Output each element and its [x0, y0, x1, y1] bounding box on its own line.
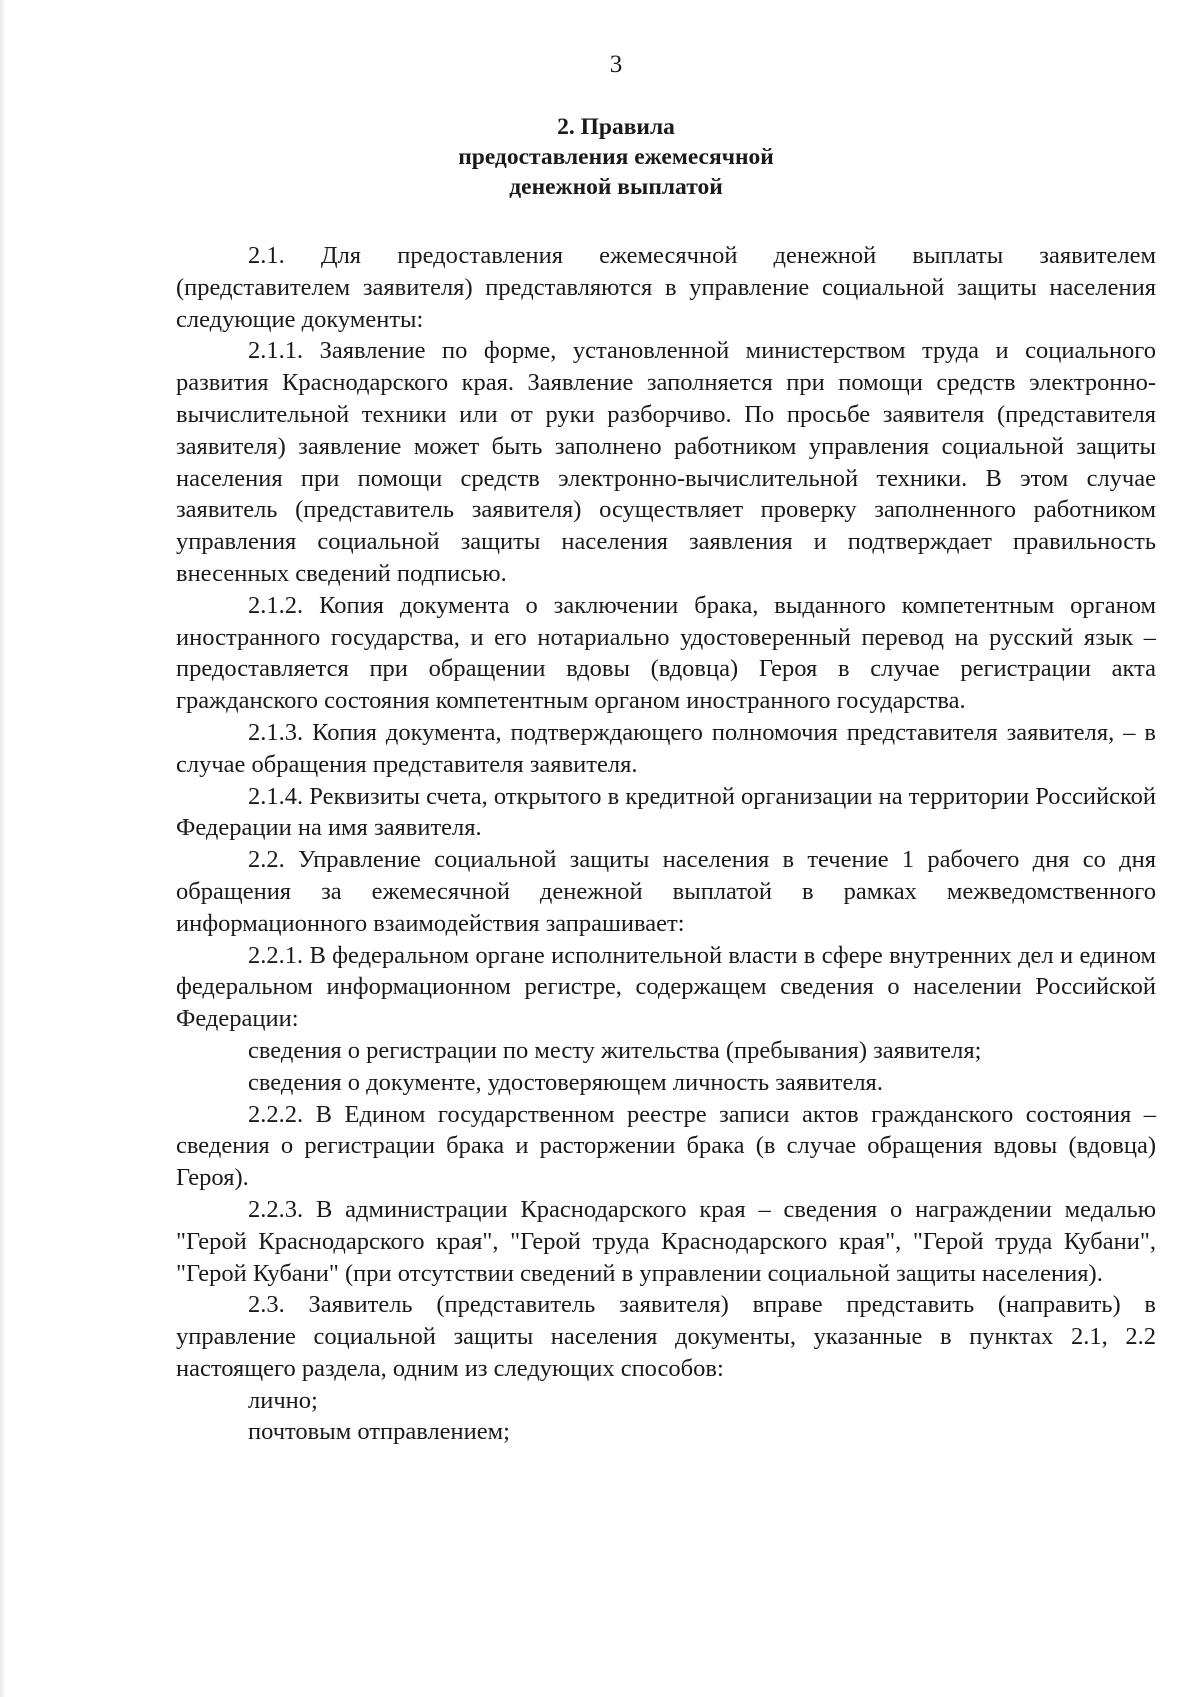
heading-line-3: денежной выплатой [509, 174, 723, 200]
list-item-by-mail: почтовым отправлением; [248, 1418, 510, 1446]
paragraph-2-1-4: 2.1.4. Реквизиты счета, открытого в кредитной организации на территории Российской Федерации на имя заявителя. [176, 782, 1156, 842]
list-item-in-person: лично; [248, 1386, 318, 1414]
paragraph-2-1-2: 2.1.2. Копия документа о заключении брака, выданного компетентным органом иностранного государства, и его нотариально удостоверенный перевод на русский язык – предоставляется при обращении вдовы (вдовца) Героя в случае регистрации акта гражданского состояния компетентным органом иностранного государства. [176, 591, 1156, 715]
page-number: 3 [609, 51, 623, 78]
paragraph-2-3: 2.3. Заявитель (представитель заявителя) вправе представить (направить) в управление социальной защиты населения документы, указанные в пунктах 2.1, 2.2 настоящего раздела, одним из следующих способов: [176, 1291, 1156, 1382]
list-item-identity-document: сведения о документе, удостоверяющем личность заявителя. [248, 1068, 883, 1096]
scan-edge-shadow [0, 0, 6, 1697]
paragraph-2-1: 2.1. Для предоставления ежемесячной денежной выплаты заявителем (представителем заявителя) представляются в управление социальной защиты населения следующие документы: [176, 242, 1156, 333]
paragraph-2-2-3: 2.2.3. В администрации Краснодарского края – сведения о награждении медалью "Герой Краснодарского края", "Герой труда Краснодарского края", "Герой труда Кубани", "Герой Кубани" (при отсутствии сведений в управлении социальной защиты населения). [176, 1195, 1156, 1287]
paragraph-2-1-1: 2.1.1. Заявление по форме, установленной министерством труда и социального развития Краснодарского края. Заявление заполняется при помощи средств электронно-вычислительной техники или от руки разборчиво. По просьбе заявителя (представителя заявителя) заявление может быть заполнено работником управления социальной защиты населения при помощи средств электронно-вычислительной техники. В этом случае заявитель (представитель заявителя) осуществляет проверку заполненного работником управления социальной защиты населения заявления и подтверждает правильность внесенных сведений подписью. [176, 337, 1156, 587]
paragraph-2-2-1: 2.2.1. В федеральном органе исполнительной власти в сфере внутренних дел и едином федеральном информационном регистре, содержащем сведения о населении Российской Федерации: [176, 941, 1156, 1033]
paragraph-2-2: 2.2. Управление социальной защиты населения в течение 1 рабочего дня со дня обращения за ежемесячной денежной выплатой в рамках межведомственного информационного взаимодействия запрашивает: [176, 846, 1156, 937]
list-item-registration: сведения о регистрации по месту жительства (пребывания) заявителя; [248, 1036, 982, 1064]
paragraph-2-1-3: 2.1.3. Копия документа, подтверждающего полномочия представителя заявителя, – в случае обращения представителя заявителя. [176, 718, 1156, 778]
document-body [176, 240, 1156, 1448]
heading-line-2: предоставления ежемесячной [458, 144, 774, 170]
paragraph-2-2-2: 2.2.2. В Едином государственном реестре записи актов гражданского состояния – сведения о регистрации брака и расторжении брака (в случае обращения вдовы (вдовца) Героя). [176, 1100, 1156, 1192]
heading-line-1: 2. Правила [557, 114, 675, 140]
section-heading [0, 112, 1200, 202]
